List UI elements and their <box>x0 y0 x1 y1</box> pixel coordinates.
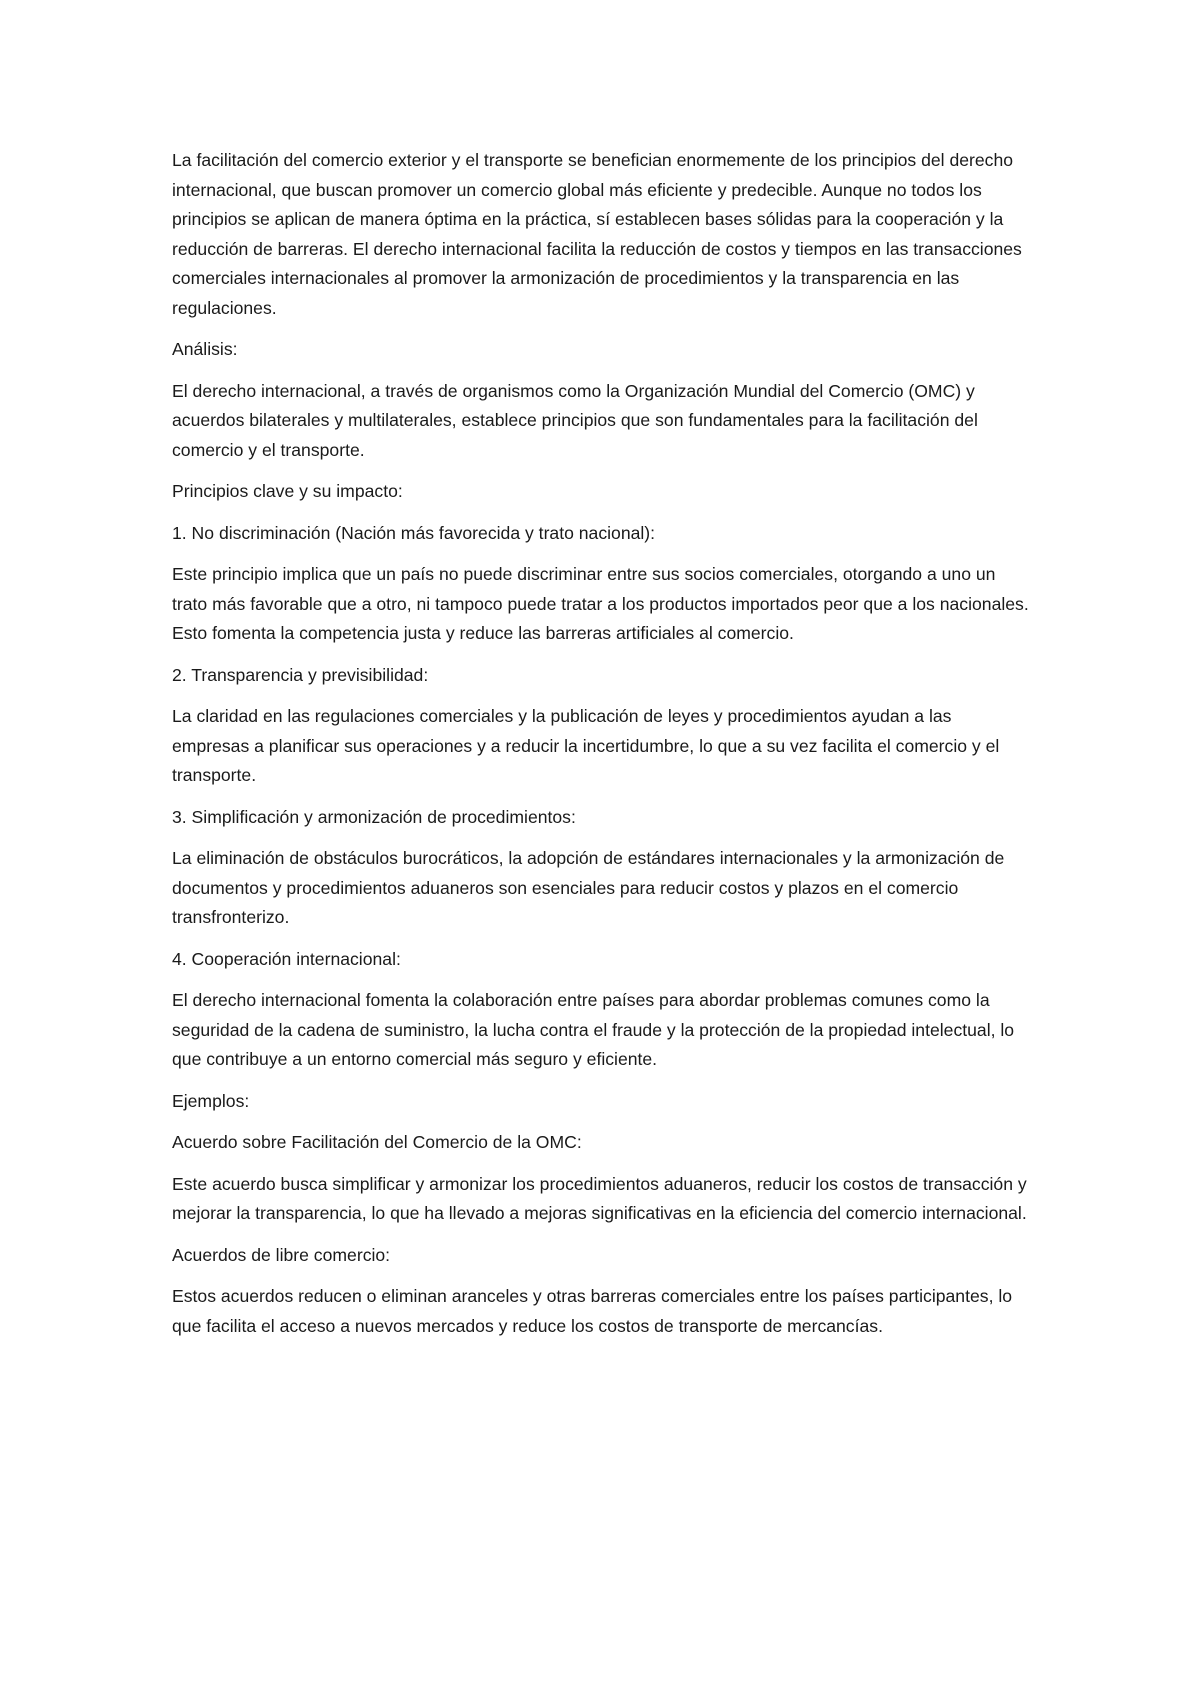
principle-4-heading: 4. Cooperación internacional: <box>172 948 401 969</box>
example-2-paragraph: Estos acuerdos reducen o eliminan aranceles y otras barreras comerciales entre los países participantes, lo que facilita el acceso a nuevos mercados y reduce los costos de transporte de mercancías. <box>172 1286 1013 1336</box>
principle-3-paragraph: La eliminación de obstáculos burocráticos, la adopción de estándares internacionales y la armonización de documentos y procedimientos aduaneros son esenciales para reducir costos y plazos en el comercio transfronterizo. <box>172 848 1005 927</box>
key-principles-heading: Principios clave y su impacto: <box>172 481 403 501</box>
principle-2-heading: 2. Transparencia y previsibilidad: <box>172 664 429 685</box>
document-body <box>172 146 1030 1341</box>
principle-4-paragraph: El derecho internacional fomenta la colaboración entre países para abordar problemas comunes como la seguridad de la cadena de suministro, la lucha contra el fraude y la protección de la propiedad intelectual, lo que contribuye a un entorno comercial más seguro y eficiente. <box>172 990 1015 1069</box>
intro-paragraph: La facilitación del comercio exterior y el transporte se benefician enormemente de los principios del derecho internacional, que buscan promover un comercio global más eficiente y predecible. Aunque no todos los principios se aplican de manera óptima en la práctica, sí establecen bases sólidas para la cooperación y la reducción de barreras. El derecho internacional facilita la reducción de costos y tiempos en las transacciones comerciales internacionales al promover la armonización de procedimientos y la transparencia en las regulaciones. <box>172 150 1022 318</box>
analysis-paragraph: El derecho internacional, a través de organismos como la Organización Mundial del Comercio (OMC) y acuerdos bilaterales y multilaterales, establece principios que son fundamentales para la facilitación del comercio y el transporte. <box>172 380 978 460</box>
example-2-heading: Acuerdos de libre comercio: <box>172 1244 391 1265</box>
principle-3-heading: 3. Simplificación y armonización de procedimientos: <box>172 806 576 827</box>
principle-1-paragraph: Este principio implica que un país no puede discriminar entre sus socios comerciales, otorgando a uno un trato más favorable que a otro, ni tampoco puede tratar a los productos importados peor que a los nacionales. Esto fomenta la competencia justa y reduce las barreras artificiales al comercio. <box>172 564 1029 643</box>
examples-heading: Ejemplos: <box>172 1090 250 1111</box>
principle-2-paragraph: La claridad en las regulaciones comerciales y la publicación de leyes y procedimientos ayudan a las empresas a planificar sus operaciones y a reducir la incertidumbre, lo que a su vez facilita el comercio y el transporte. <box>172 706 1000 785</box>
example-1-paragraph: Este acuerdo busca simplificar y armonizar los procedimientos aduaneros, reducir los costos de transacción y mejorar la transparencia, lo que ha llevado a mejoras significativas en la eficiencia del comercio internacional. <box>172 1173 1027 1223</box>
principle-1-heading: 1. No discriminación (Nación más favorecida y trato nacional): <box>172 522 656 543</box>
example-1-heading: Acuerdo sobre Facilitación del Comercio de la OMC: <box>172 1132 582 1152</box>
analysis-heading: Análisis: <box>172 339 238 359</box>
